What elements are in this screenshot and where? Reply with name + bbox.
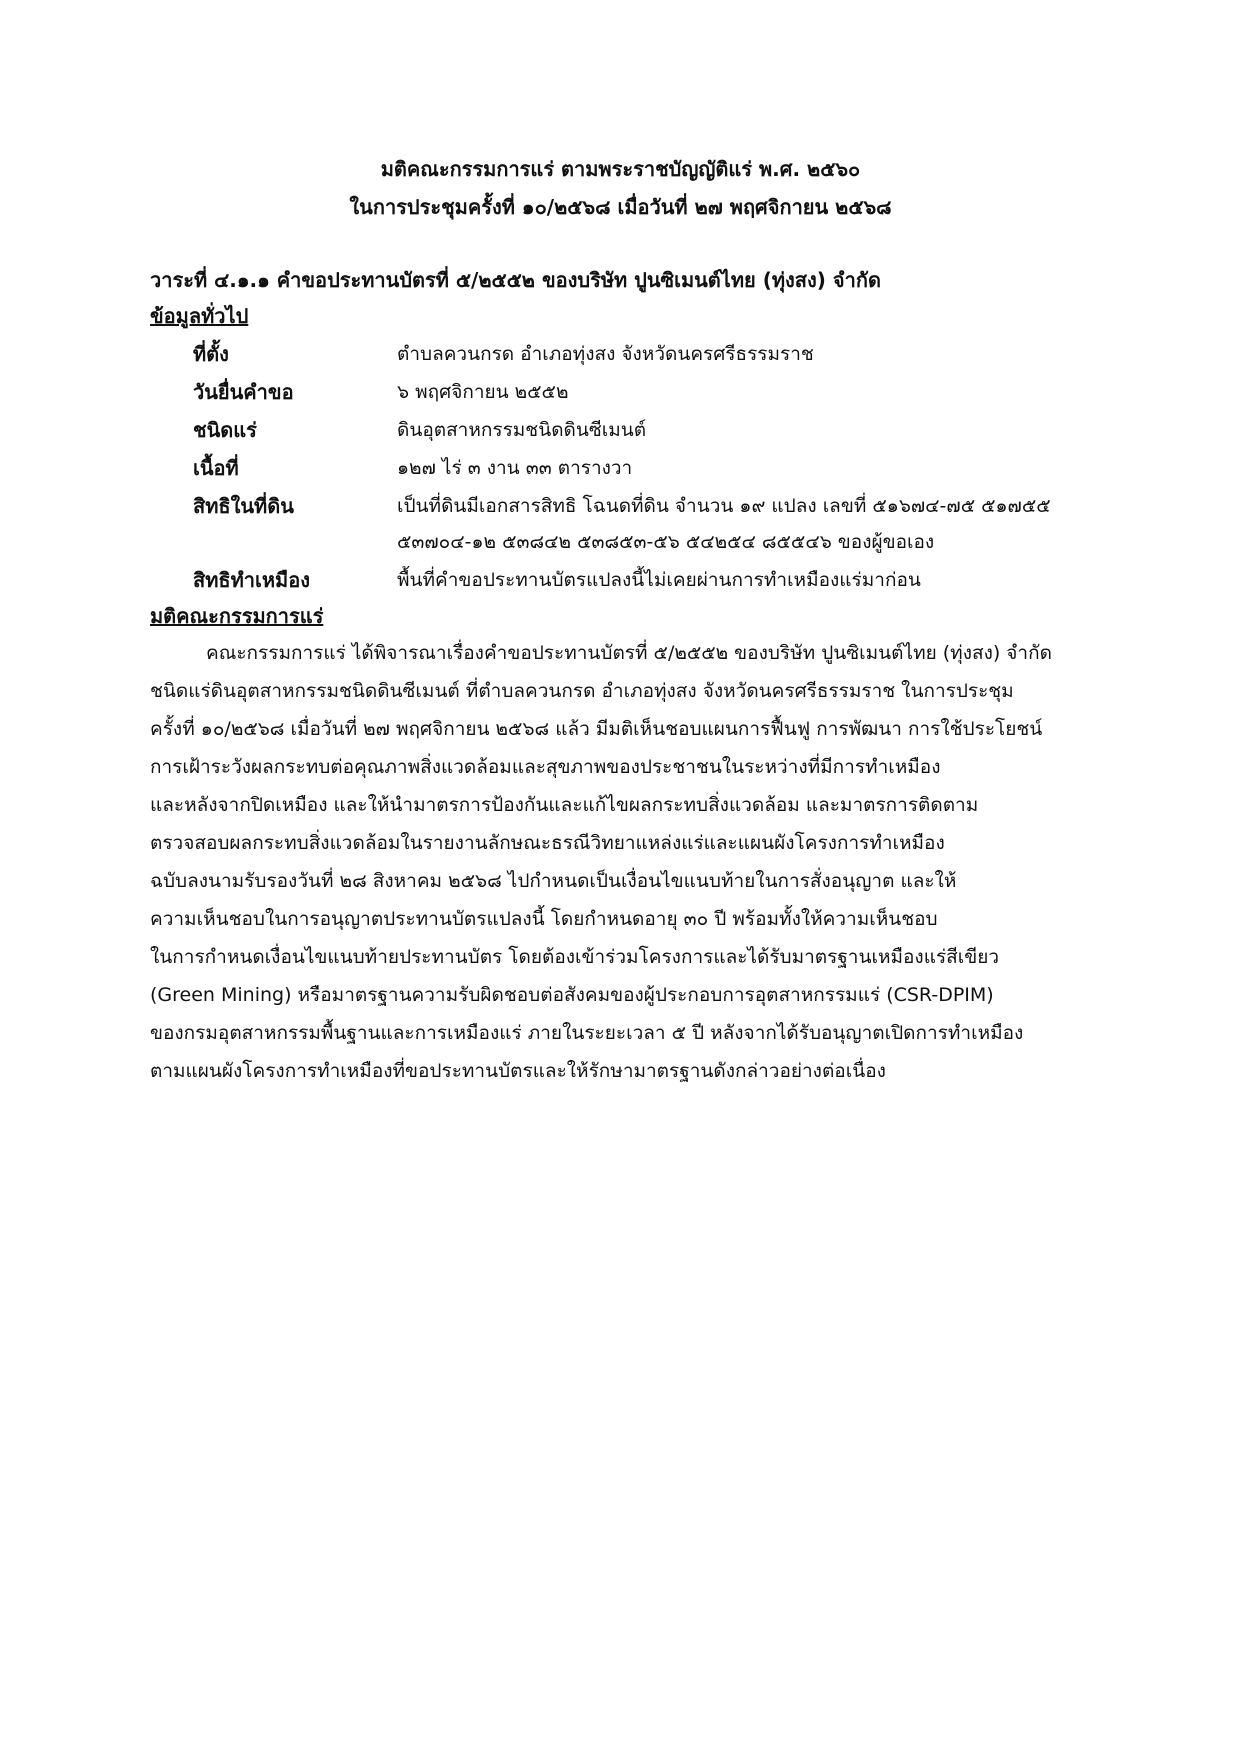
info-label-area: เนื้อที่ (193, 456, 239, 480)
resolution-line: (Green Mining) หรือมาตรฐานความรับผิดชอบต่อสังคมของผู้ประกอบการอุตสาหกรรมแร่ (CSR-DPIM) (150, 984, 994, 1006)
info-value-land-rights-cont: ๕๓๗๐๔-๑๒ ๕๓๘๔๒ ๕๓๘๕๓-๕๖ ๕๔๒๕๔ ๘๕๕๔๖ ของผู้ขอเอง (397, 531, 935, 553)
general-info-heading: ข้อมูลทั่วไป (150, 304, 249, 328)
info-value-filing-date: ๖ พฤศจิกายน ๒๕๕๒ (397, 381, 569, 403)
resolution-line: ของกรมอุตสาหกรรมพื้นฐานและการเหมืองแร่ ภายในระยะเวลา ๕ ปี หลังจากได้รับอนุญาตเปิดการทำเหมือง (150, 1022, 1024, 1044)
resolution-heading: มติคณะกรรมการแร่ (150, 604, 324, 628)
resolution-line: คณะกรรมการแร่ ได้พิจารณาเรื่องคำขอประทานบัตรที่ ๕/๒๕๕๒ ของบริษัท ปูนซิเมนต์ไทย (ทุ่งสง) จำกัด (206, 642, 1052, 664)
info-value-mineral-type: ดินอุตสาหกรรมชนิดดินซีเมนต์ (397, 419, 647, 441)
info-value-location: ตำบลควนกรด อำเภอทุ่งสง จังหวัดนครศรีธรรมราช (397, 343, 814, 365)
resolution-line: ตรวจสอบผลกระทบสิ่งแวดล้อมในรายงานลักษณะธรณีวิทยาแหล่งแร่และแผนผังโครงการทำเหมือง (150, 832, 945, 854)
info-label-mineral-type: ชนิดแร่ (193, 418, 257, 442)
info-value-mining-rights: พื้นที่คำขอประทานบัตรแปลงนี้ไม่เคยผ่านการทำเหมืองแร่มาก่อน (397, 569, 921, 591)
agenda-heading: วาระที่ ๔.๑.๑ คำขอประทานบัตรที่ ๕/๒๕๕๒ ของบริษัท ปูนซิเมนต์ไทย (ทุ่งสง) จำกัด (150, 268, 881, 292)
resolution-line: ครั้งที่ ๑๐/๒๕๖๘ เมื่อวันที่ ๒๗ พฤศจิกายน ๒๕๖๘ แล้ว มีมติเห็นชอบแผนการฟื้นฟู การพัฒนา การใช้ประโยชน์ (150, 718, 1043, 740)
resolution-line: ชนิดแร่ดินอุตสาหกรรมชนิดดินซีเมนต์ ที่ตำบลควนกรด อำเภอทุ่งสง จังหวัดนครศรีธรรมราช ในการประชุม (150, 680, 1014, 702)
info-label-mining-rights: สิทธิทำเหมือง (193, 568, 310, 592)
info-value-area: ๑๒๗ ไร่ ๓ งาน ๓๓ ตารางวา (397, 457, 633, 479)
resolution-line: ในการกำหนดเงื่อนไขแนบท้ายประทานบัตร โดยต้องเข้าร่วมโครงการและได้รับมาตรฐานเหมืองแร่สีเขียว (150, 946, 1000, 968)
resolution-line: ตามแผนผังโครงการทำเหมืองที่ขอประทานบัตรและให้รักษามาตรฐานดังกล่าวอย่างต่อเนื่อง (150, 1060, 886, 1082)
document-title-line-2: ในการประชุมครั้งที่ ๑๐/๒๕๖๘ เมื่อวันที่ ๒๗ พฤศจิกายน ๒๕๖๘ (349, 195, 892, 219)
resolution-line: ฉบับลงนามรับรองวันที่ ๒๘ สิงหาคม ๒๕๖๘ ไปกำหนดเป็นเงื่อนไขแนบท้ายในการสั่งอนุญาต และให้ (150, 870, 957, 892)
info-label-filing-date: วันยื่นคำขอ (193, 380, 294, 404)
resolution-line: และหลังจากปิดเหมือง และให้นำมาตรการป้องกันและแก้ไขผลกระทบสิ่งแวดล้อม และมาตรการติดตาม (150, 794, 979, 816)
info-label-location: ที่ตั้ง (193, 342, 229, 366)
resolution-line: การเฝ้าระวังผลกระทบต่อคุณภาพสิ่งแวดล้อมและสุขภาพของประชาชนในระหว่างที่มีการทำเหมือง (150, 756, 941, 778)
resolution-line: ความเห็นชอบในการอนุญาตประทานบัตรแปลงนี้ โดยกำหนดอายุ ๓๐ ปี พร้อมทั้งให้ความเห็นชอบ (150, 908, 938, 930)
info-label-land-rights: สิทธิในที่ดิน (193, 494, 294, 518)
document-title-line-1: มติคณะกรรมการแร่ ตามพระราชบัญญัติแร่ พ.ศ. ๒๕๖๐ (380, 157, 861, 181)
info-value-land-rights: เป็นที่ดินมีเอกสารสิทธิ โฉนดที่ดิน จำนวน ๑๙ แปลง เลขที่ ๕๑๖๗๔-๗๕ ๕๑๗๕๕ (397, 495, 1051, 517)
